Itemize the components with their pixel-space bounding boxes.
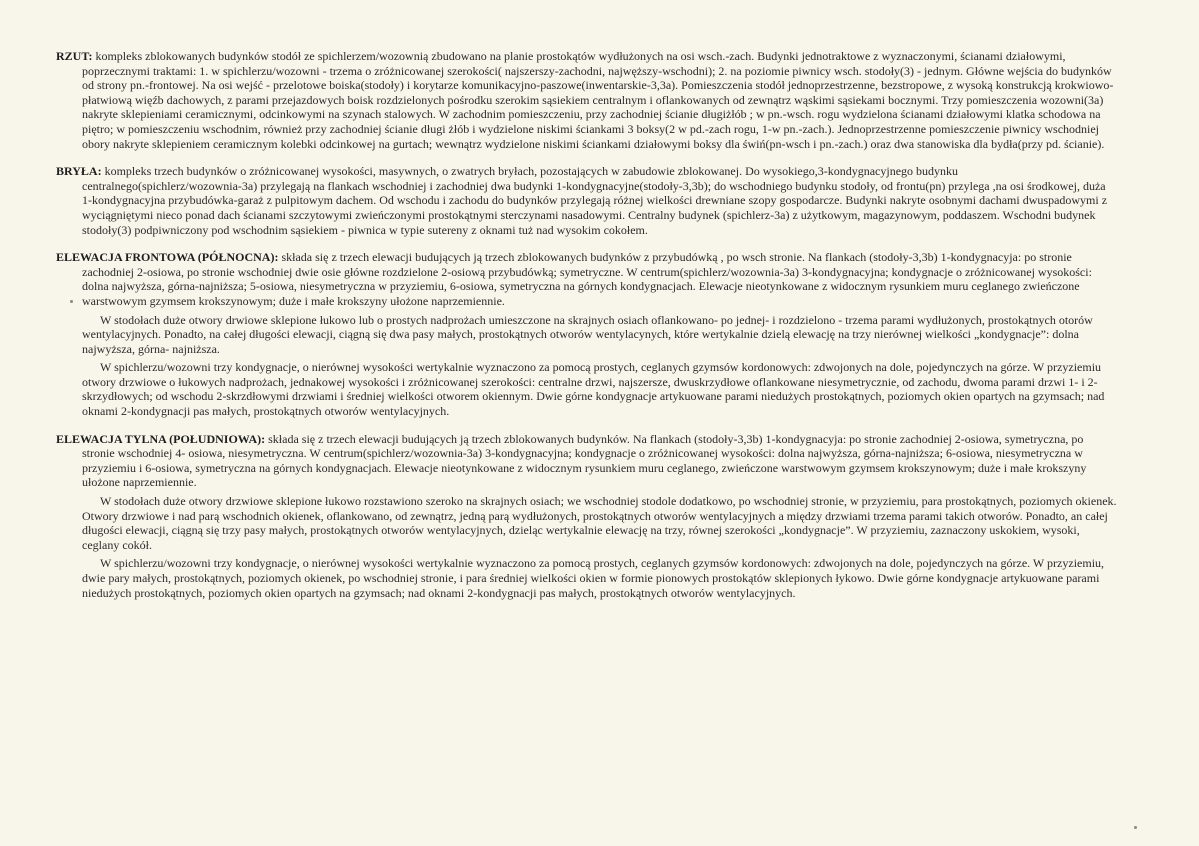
section-bryla bbox=[56, 164, 1118, 237]
scan-speck bbox=[1134, 826, 1137, 829]
paragraph bbox=[56, 49, 1118, 151]
paragraph-text: kompleks zblokowanych budynków stodół ze spichlerzem/wozownią zbudowano na planie prostokątów wydłużonych na osi wsch.-zach. Budynki jednotraktowe z wyznaczonymi, ścianami działowymi, poprzecznymi traktami: 1. w spichlerzu/wozowni - trzema o zróżnicowanej szerokości( najszerszy-zachodni, najwęższy-wschodni); 2. na poziomie piwnicy wsch. stodoły(3) - jednym. Główne wejścia do budynków od strony pn.-frontowej. Na osi wejść - przelotowe boiska(stodoły) i korytarze komunikacyjno-paszowe(inwentarskie-3,3a). Pomieszczenia stodół jednoprzestrzenne, bezstropowe, z wysoką konstrukcją krokwiowo-płatwiową więźb dachowych, z parami przejazdowych boisk rozdzielonych pośrodku szerokim sąsiekiem centralnym i oflankowanych od zewnątrz wąskimi sąsiekami bocznymi. Trzy pomieszczenia wozowni(3a) nakryte sklepieniami ceramicznymi, odcinkowymi na szynach stalowych. W zachodnim pomieszczeniu, przy zachodniej ścianie długiżłób ; w pn.-wsch. rogu wydzielona ścianami działowymi klatka schodowa na piętro; w pomieszczeniu wschodnim, również przy zachodniej ścianie długi żłób i wydzielone niskimi ściankami 3 boksy(2 w pd.-zach rogu, 1-w pn.-zach.). Jednoprzestrzenne pomieszczenie piwnicy wschodniej obory nakryte sklepieniem ceramicznym kolebki odcinkowej na gurtach; wewnątrz wydzielone niskimi ściankami działowymi boksy dla świń(pn-wsch i pn.-zach.) oraz dwa stanowiska dla bydła(przy pd. ścianie). bbox=[82, 49, 1114, 151]
paragraph: W stodołach duże otwory drzwiowe sklepione łukowo rozstawiono szeroko na skrajnych osiach; we wschodniej stodole dodatkowo, po wschodniej stronie, w przyziemiu, para prostokątnych, poziomych okienek. Otwory drzwiowe i nad parą wschodnich okienek, oflankowano, od zewnątrz, jedną parą wydłużonych, prostokątnych otworów wentylacyjnych a między drzwiami trzema parami takich otworów. Ponadto, an całej długości elewacji, ciągną się trzy pasy małych, prostokątnych otworów wentylacyjnych, dzieląc wertykalnie elewację na trzy, równej szerokości „kondygnacje”. W przyziemiu, zaznaczony uskokiem, wysoki, ceglany cokół. bbox=[82, 494, 1117, 552]
section-elewacja-frontowa bbox=[56, 250, 1118, 419]
paragraph bbox=[56, 250, 1118, 308]
paragraph bbox=[56, 432, 1118, 490]
section-heading: ELEWACJA TYLNA (POŁUDNIOWA): bbox=[56, 431, 266, 446]
paragraph-text: kompleks trzech budynków o zróżnicowanej wysokości, masywnych, o zwatrych bryłach, pozostających w zabudowie zblokowanej. Do wysokiego,3-kondygnacyjnego budynku centralnego(spichlerz/wozownia-3a) przylegają na flankach wschodniej i zachodniej dwa budynki 1-kondygnacyjne(stodoły-3,3b); do wschodniego budynku stodoły, od frontu(pn) przylega ,na osi środkowej, duża 1-kondygnacyjna przybudówka-garaż z pulpitowym dachem. Od wschodu i zachodu do budynków przylegają różnej wielkości drewniane szopy gospodarcze. Budynki nakryte osobnymi dachami dwuspadowymi z wyciągniętymi nieco ponad dach ścianami szczytowymi zwieńczonymi prostokątnymi sterczynami nasadowymi. Centralny budynek (spichlerz-3a) z użytkowym, magazynowym, poddaszem. Wschodni budynek stodoły(3) podpiwniczony pod wschodnim sąsiekiem - piwnica w typie sutereny z oknami tuż nad wysokim cokołem. bbox=[82, 164, 1108, 237]
section-elewacja-tylna bbox=[56, 432, 1118, 601]
section-heading: BRYŁA: bbox=[56, 164, 102, 179]
document-body bbox=[56, 49, 1118, 613]
paragraph bbox=[56, 164, 1118, 237]
paragraph-text: składa się z trzech elewacji budujących ją trzech zblokowanych budynków. Na flankach (stodoły-3,3b) 1-kondygnacyja: po stronie zachodniej 2-osiowa, symetryczna, po stronie wschodniej 4- osiowa, niesymetryczna. W centrum(spichlerz/wozownia-3a) 3-kondygnacyjna; kondygnacje o zróżnicowanej wysokości: dolna najwyższa, górna-najniższa; 6-osiowa, niesymetryczna w przyziemiu i 6-osiowa, symetryczna na górnych kondygnacjach. Elewacje nieotynkowane z widocznym rysunkiem muru ceglanego, zwieńczone warstwowym gzymsem krokszynowym; duże i małe krokszyny ułożone naprzemiennie. bbox=[82, 431, 1087, 490]
scan-speck bbox=[70, 300, 73, 303]
paragraph: W spichlerzu/wozowni trzy kondygnacje, o nierównej wysokości wertykalnie wyznaczono za pomocą prostych, ceglanych gzymsów kordonowych: zdwojonych na dole, pojedynczych na górze. W przyziemiu otwory drzwiowe o łukowych nadprożach, jednakowej wysokości i zróżnicowanej szerokości: centralne drzwi, najszersze, dwuskrzydłowe oflankowane niesymetrycznie, od zachodu, dwoma parami drzwi 1- i 2-skrzydłowych; od wschodu 2-skrzdłowymi drzwiami i średniej wielkości otworem okiennym. Dwie górne kondygnacje artykuowane parami niedużych prostokątnych, poziomych okien opartych na gzymsach; nad oknami 2-kondygnacji pas małych, prostokątnych otworów wentylacyjnych. bbox=[82, 360, 1105, 419]
paragraph-text: składa się z trzech elewacji budujących ją trzech zblokowanych budynków z przybudówką , po wsch stronie. Na flankach (stodoły-3,3b) 1-kondygnacyja: po stronie zachodniej 2-osiowa, po stronie wschodniej dwie osie główne rozdzielone 2-osiową przybudówką; symetryczne. W centrum(spichlerz/wozownia-3a) 3-kondygnacyjna; kondygnacje o zróżnicowanej wysokości: dolna najwyższa, górna-najniższa; 5-osiowa, niesymetryczna w przyziemiu, 6-osiowa, symetryczna na górnych kondygnacjach. Elewacje nieotynkowane z widocznym rysunkiem muru ceglanego zwieńczone warstwowym gzymsem krokszynowym; duże i małe krokszyny ułożone naprzemiennie. bbox=[82, 250, 1092, 308]
section-rzut bbox=[56, 49, 1118, 151]
paragraph: W stodołach duże otwory drwiowe sklepione łukowo lub o prostych nadprożach umieszczone na skrajnych osiach oflankowano- po jednej- i rozdzielono - trzema parami wydłużonych, prostokątnych otorów wentylacyjnych. Ponadto, na całej długości elewacji, ciągną się dwa pasy małych, prostokątnych otworów wentylacynych, które wertykalnie dzielą elewację na trzy nierównej wielkości „kondygnacje”: dolna najwyższa, górna- najniższa. bbox=[82, 312, 1093, 356]
paragraph: W spichlerzu/wozowni trzy kondygnacje, o nierównej wysokości wertykalnie wyznaczono za pomocą prostych, ceglanych gzymsów kordonowych: zdwojonych na dole, pojedynczych na górze. W przyziemiu, dwie pary małych, prostokątnych, poziomych okienek, po wschodniej stronie, i para średniej wielkości okien w formie pionowych prostokątów sklepionych łykowo. Dwie górne kondygnacje artykuowane parami niedużych prostokątnych, poziomych okien opartych na gzymsach; nad oknami 2-kondygnacji pas małych, prostokątnych otworów wentylacyjnych. bbox=[82, 556, 1105, 600]
section-heading: RZUT: bbox=[56, 49, 93, 63]
section-heading: ELEWACJA FRONTOWA (PÓŁNOCNA): bbox=[56, 250, 279, 265]
